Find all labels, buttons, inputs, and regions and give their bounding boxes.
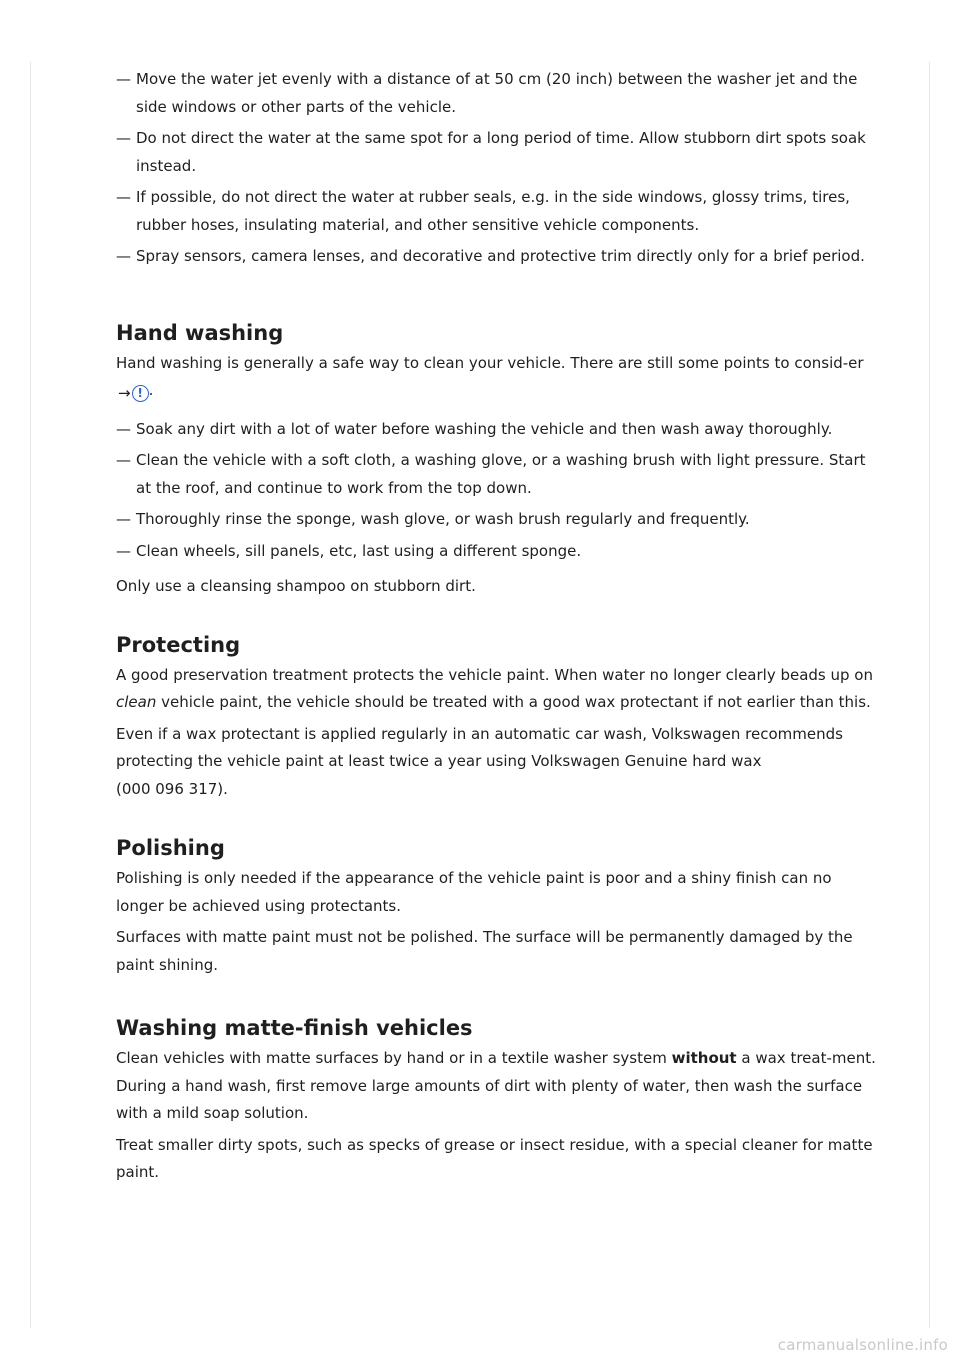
dash-marker: —: [116, 419, 131, 438]
dash-marker: —: [116, 70, 131, 88]
page-margin-rule-left: [30, 62, 31, 1328]
section-heading: Protecting: [116, 632, 241, 657]
protecting-recommendation: [116, 721, 876, 804]
dash-marker: —: [116, 129, 131, 147]
list-item: [116, 243, 876, 271]
dash-marker: —: [116, 451, 131, 469]
dash-marker: —: [116, 541, 131, 560]
bullet-text: Thoroughly rinse the sponge, wash glove, or wash brush regularly and frequently.: [136, 510, 750, 528]
matte-spot-paragraph: Treat smaller dirty spots, such as specks of grease or insect residue, with a special cleaner for matte paint.: [116, 1135, 873, 1181]
intro-text: Hand washing is generally a safe way to clean your vehicle. There are still some points to consid-er: [116, 353, 864, 372]
paragraph-text: Clean vehicles with matte surfaces by hand or in a textile washer system: [116, 1049, 667, 1067]
paragraph-text: Even if a wax protectant is applied regularly in an automatic car wash, Volkswagen recommends protecting the vehicle paint at least twice a year using Volkswagen Genuine hard wax: [116, 724, 843, 770]
paragraph-text: a wax treat-ment. During a hand wash, first remove large amounts of dirt with plenty of water, then wash the surface with a mild soap solution.: [116, 1049, 876, 1122]
paragraph-text: vehicle paint, the vehicle should be treated with a good wax protectant if not earlier than this.: [161, 693, 871, 711]
list-item: [116, 184, 876, 239]
hand-washing-section: [116, 319, 876, 601]
manual-page-content: [116, 66, 876, 1191]
arrow-right-icon: →: [118, 384, 131, 402]
watermark-text: carmanualsonline.info: [777, 1336, 948, 1354]
bullet-text: Move the water jet evenly with a distance of at 50 cm (20 inch) between the washer jet and the side windows or other parts of the vehicle.: [136, 70, 858, 116]
bullet-text: Clean wheels, sill panels, etc, last using a different sponge.: [136, 541, 582, 560]
list-item: [116, 447, 876, 502]
polishing-section: [116, 834, 876, 979]
dash-marker: —: [116, 247, 131, 265]
section-heading: Polishing: [116, 836, 225, 860]
bullet-text: Do not direct the water at the same spot for a long period of time. Allow stubborn dirt spots soak instead.: [136, 129, 866, 175]
hand-washing-note: Only use a cleansing shampoo on stubborn dirt.: [116, 577, 476, 595]
bullet-text: Clean the vehicle with a soft cloth, a washing glove, or a washing brush with light pressure. Start at the roof, and continue to work from the top down.: [136, 451, 866, 497]
part-number: (000 096 317).: [116, 779, 228, 798]
list-item: [116, 538, 876, 566]
page-margin-rule-right: [929, 62, 930, 1328]
washer-jet-bullet-list: [116, 66, 876, 271]
strong-text: without: [671, 1049, 737, 1067]
warning-reference-link[interactable]: [118, 380, 149, 408]
protecting-section: [116, 631, 876, 804]
list-item: [116, 125, 876, 180]
bullet-text: Spray sensors, camera lenses, and decorative and protective trim directly only for a brief period.: [136, 247, 865, 265]
protecting-paragraph: [116, 662, 876, 717]
polishing-warning-paragraph: Surfaces with matte paint must not be polished. The surface will be permanently damaged by the paint shining.: [116, 928, 853, 974]
intro-end: .: [148, 381, 154, 399]
bullet-text: If possible, do not direct the water at rubber seals, e.g. in the side windows, glossy trims, tires, rubber hoses, insulating material, and other sensitive vehicle components.: [136, 188, 850, 234]
warning-icon: [132, 385, 149, 402]
polishing-paragraph: Polishing is only needed if the appearance of the vehicle paint is poor and a shiny finish can no longer be achieved using protectants.: [116, 869, 832, 915]
list-item: [116, 506, 876, 534]
list-item: [116, 416, 876, 444]
dash-marker: —: [116, 188, 131, 206]
matte-finish-section: [116, 1014, 876, 1187]
dash-marker: —: [116, 510, 131, 528]
section-heading: Hand washing: [116, 320, 284, 345]
section-heading: Washing matte-finish vehicles: [116, 1016, 473, 1040]
paragraph-text: A good preservation treatment protects the vehicle paint. When water no longer clearly beads up on: [116, 665, 873, 684]
hand-washing-bullet-list: [116, 416, 876, 566]
hand-washing-intro: [116, 350, 876, 408]
bullet-text: Soak any dirt with a lot of water before washing the vehicle and then wash away thoroughly.: [136, 419, 833, 438]
matte-paragraph: [116, 1045, 876, 1128]
list-item: [116, 66, 876, 121]
emphasis-text: clean: [116, 693, 157, 711]
